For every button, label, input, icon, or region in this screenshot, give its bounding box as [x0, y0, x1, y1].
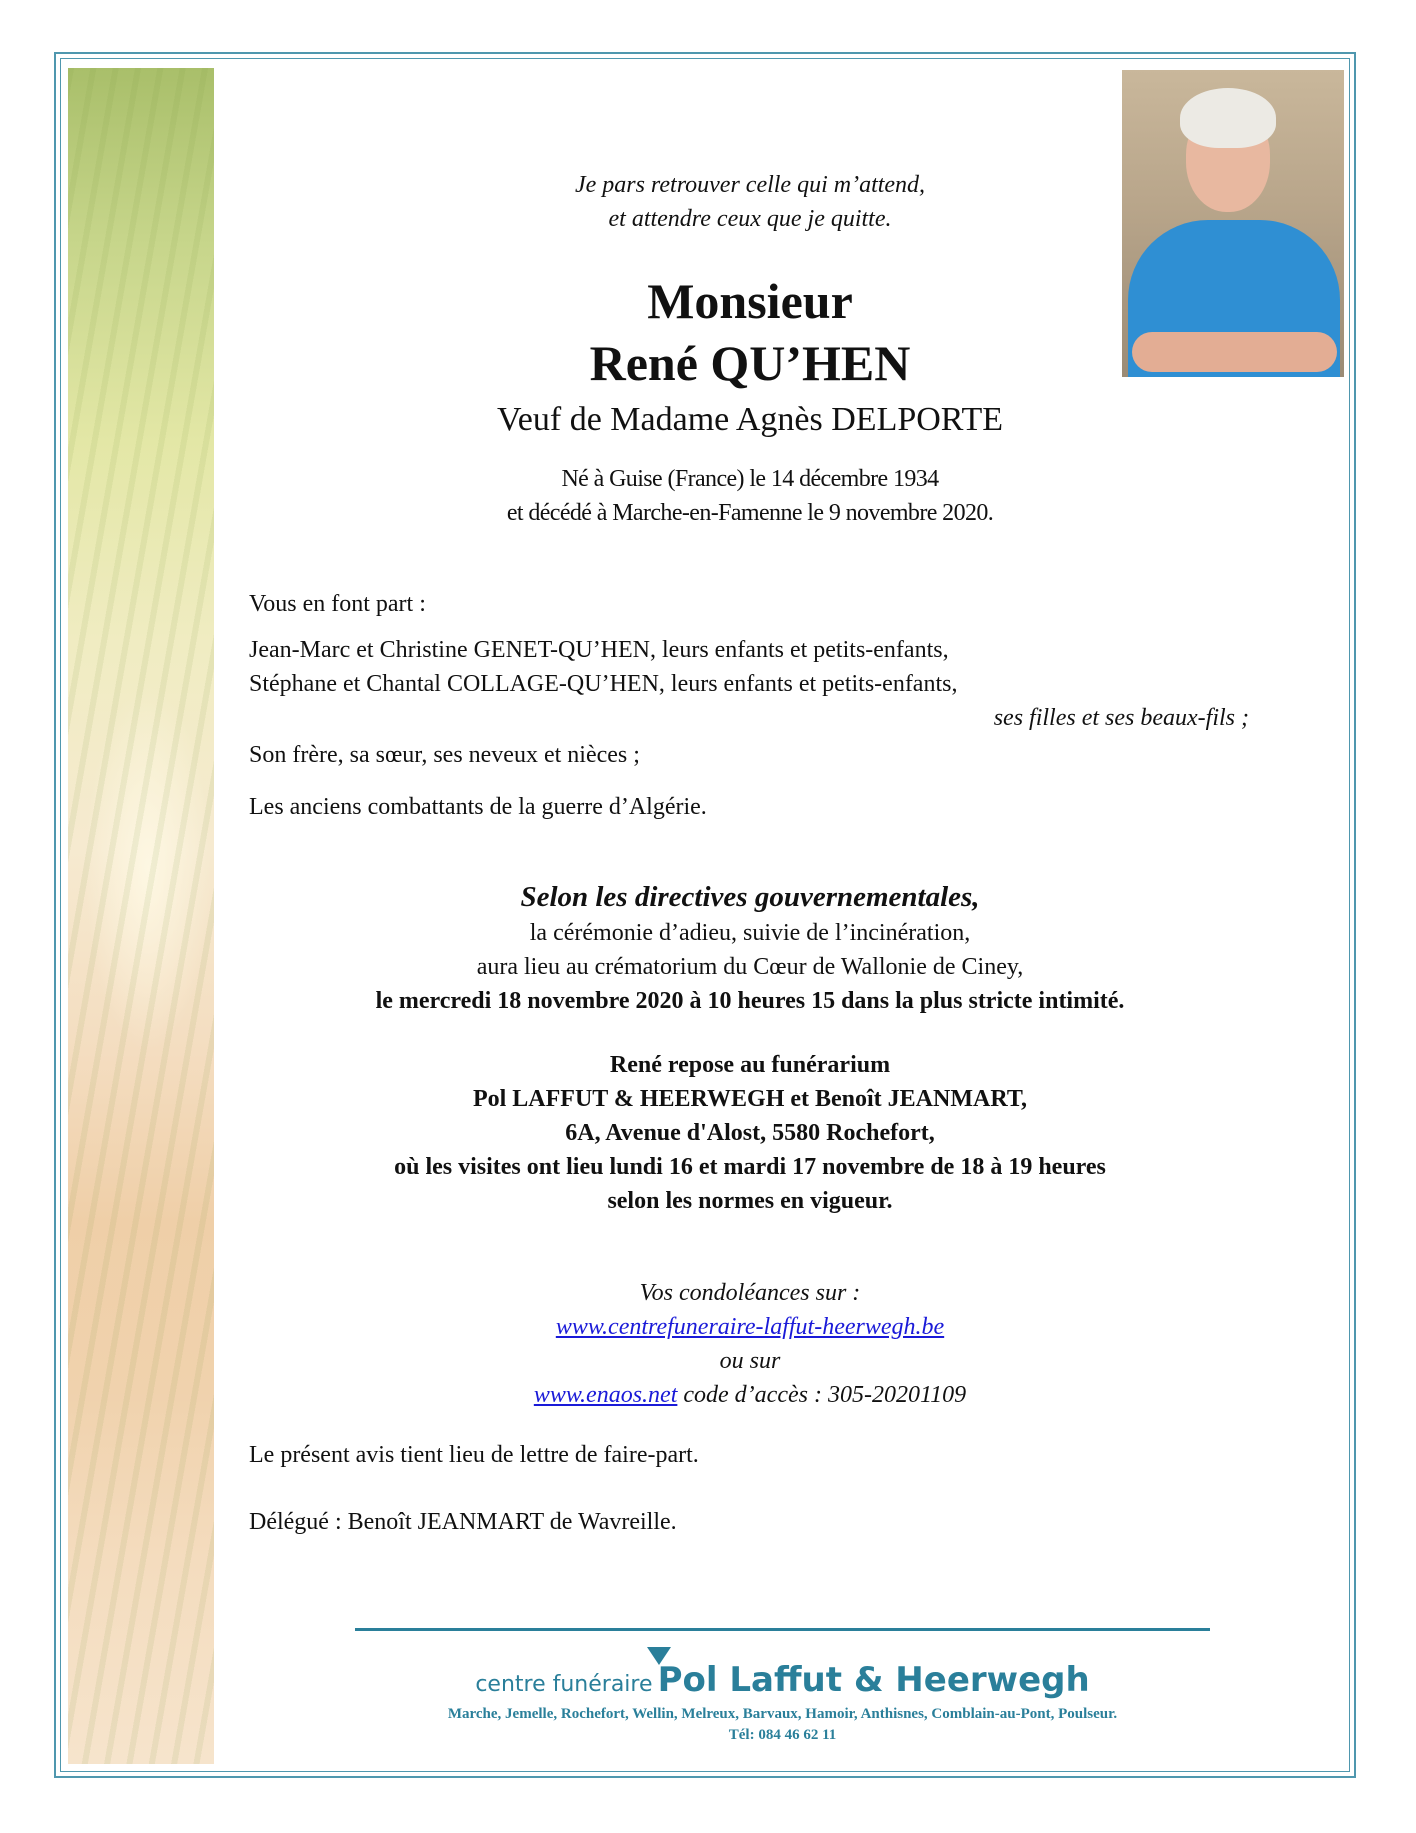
repose-line-5: selon les normes en vigueur.: [607, 1188, 893, 1214]
repose-line-2: Pol LAFFUT & HEERWEGH et Benoît JEANMART,: [472, 1086, 1028, 1112]
condolences-link-laffut[interactable]: www.centrefuneraire-laffut-heerwegh.be: [555, 1314, 945, 1340]
ceremony-line-1: la cérémonie d’adieu, suivie de l’incinération,: [529, 920, 971, 946]
logo-wordmark: [355, 1660, 1210, 1700]
repose-block: [230, 1048, 1270, 1218]
logo-cities: Marche, Jemelle, Rochefort, Wellin, Melreux, Barvaux, Hamoir, Anthisnes, Comblain-au-Pont, Poulseur.: [447, 1706, 1118, 1722]
death-line: et décédé à Marche-en-Famenne le 9 novembre 2020.: [506, 500, 994, 526]
quote-line-2: et attendre ceux que je quitte.: [608, 206, 892, 232]
logo-divider: [355, 1628, 1210, 1631]
ceremony-block: [230, 878, 1270, 1018]
logo-prefix: centre funéraire: [475, 1672, 653, 1697]
honorific: Monsieur: [647, 273, 853, 329]
logo-phone: Tél: 084 46 62 11: [728, 1727, 837, 1743]
logo-brand-name: Pol Laffut & Heerwegh: [657, 1660, 1090, 1700]
family-line-1: Jean-Marc et Christine GENET-QU’HEN, leurs enfants et petits-enfants,: [249, 637, 949, 663]
family-line-3: ses filles et ses beaux-fils ;: [993, 705, 1249, 731]
condolences-block: [230, 1276, 1270, 1412]
ceremony-line-3: le mercredi 18 novembre 2020 à 10 heures 15 dans la plus stricte intimité.: [375, 988, 1125, 1014]
repose-line-4: où les visites ont lieu lundi 16 et mardi 17 novembre de 18 à 19 heures: [394, 1154, 1106, 1180]
spouse-line: Veuf de Madame Agnès DELPORTE: [497, 401, 1003, 438]
condolences-intro: Vos condoléances sur :: [639, 1280, 861, 1306]
repose-line-3: 6A, Avenue d'Alost, 5580 Rochefort,: [565, 1120, 935, 1146]
quote-line-1: Je pars retrouver celle qui m’attend,: [574, 172, 926, 198]
veterans-line: Les anciens combattants de la guerre d’Algérie.: [249, 794, 707, 820]
access-code: code d’accès : 305-20201109: [683, 1382, 967, 1408]
ceremony-line-2: aura lieu au crématorium du Cœur de Wallonie de Ciney,: [476, 954, 1024, 980]
family-list: [249, 633, 1259, 735]
family-line-2: Stéphane et Chantal COLLAGE-QU’HEN, leurs enfants et petits-enfants,: [249, 671, 958, 697]
condolences-link-enaos[interactable]: www.enaos.net: [533, 1382, 678, 1408]
delegate-line: Délégué : Benoît JEANMART de Wavreille.: [249, 1509, 677, 1535]
forest-path-image: [68, 68, 214, 1764]
repose-line-1: René repose au funérarium: [609, 1052, 891, 1078]
funeral-home-logo: [355, 1660, 1210, 1744]
deceased-title: [230, 270, 1270, 394]
announce-intro: Vous en font part :: [249, 591, 426, 617]
notice-line: Le présent avis tient lieu de lettre de faire-part.: [249, 1442, 699, 1468]
condolences-or: ou sur: [719, 1348, 781, 1374]
deceased-name: René QU’HEN: [589, 335, 911, 391]
life-dates: [230, 462, 1270, 530]
birth-line: Né à Guise (France) le 14 décembre 1934: [561, 466, 939, 492]
siblings-line: Son frère, sa sœur, ses neveux et nièces ;: [249, 742, 640, 768]
ceremony-lead: Selon les directives gouvernementales,: [520, 881, 980, 913]
epigraph-quote: [230, 168, 1270, 236]
